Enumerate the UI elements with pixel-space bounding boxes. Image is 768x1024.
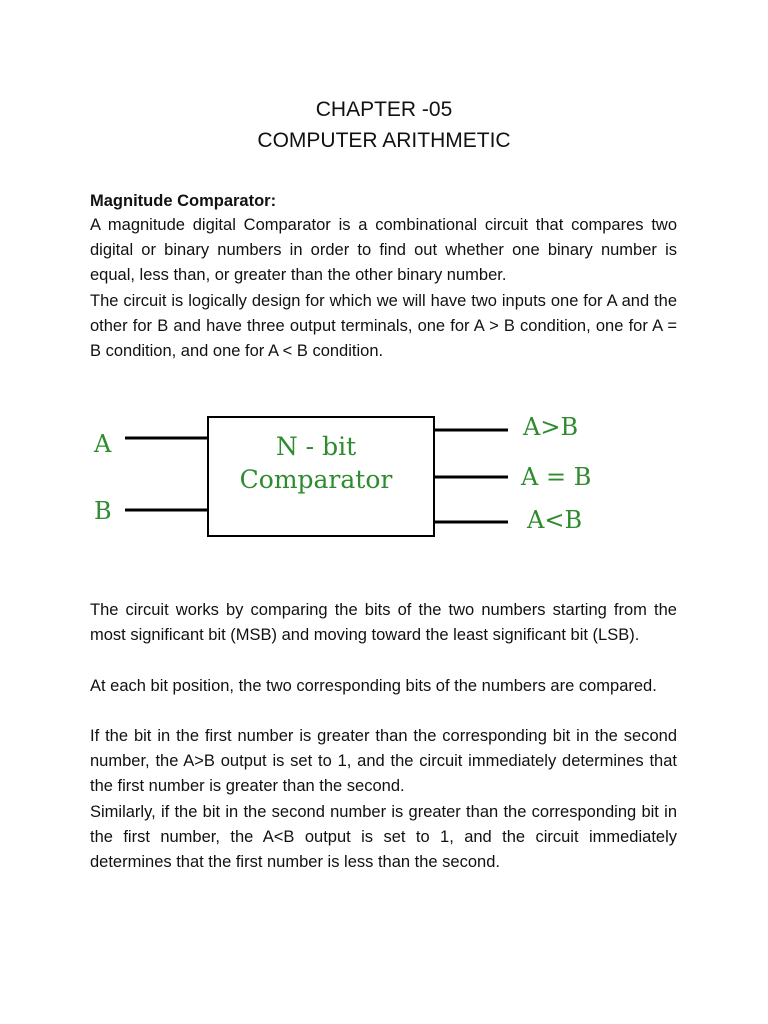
- output-gt-label: A>B: [523, 413, 579, 441]
- input-a-label: A: [94, 430, 112, 458]
- input-b-label: B: [94, 497, 112, 525]
- box-label-line1: N - bit: [275, 432, 357, 461]
- chapter-title: COMPUTER ARITHMETIC: [257, 129, 511, 152]
- intro-paragraph-1: A magnitude digital Comparator is a combinational circuit that compares two digital or binary numbers in order to find out whether one binary number is equal, less than, or greater than the other binary number.: [90, 216, 677, 285]
- body-paragraph-1: The circuit works by comparing the bits of the two numbers starting from the most significant bit (MSB) and moving toward the least significant bit (LSB).: [90, 601, 677, 645]
- body-paragraph-3: If the bit in the first number is greater than the corresponding bit in the second number, the A>B output is set to 1, and the circuit immediately determines that the first number is greater than the second.: [90, 727, 677, 796]
- chapter-number: CHAPTER -05: [315, 98, 453, 121]
- output-eq-label: A = B: [521, 463, 592, 491]
- intro-paragraph-2: The circuit is logically design for which we will have two inputs one for A and the other for B and have three output terminals, one for A > B condition, one for A = B condition, and one for A < B condition.: [90, 292, 677, 361]
- comparator-diagram: [80, 400, 620, 550]
- body-paragraph-2: At each bit position, the two corresponding bits of the numbers are compared.: [90, 677, 657, 695]
- box-label-line2: Comparator: [239, 465, 393, 494]
- section-heading: Magnitude Comparator:: [90, 192, 277, 210]
- output-lt-label: A<B: [527, 506, 583, 534]
- body-paragraph-4: Similarly, if the bit in the second number is greater than the corresponding bit in the first number, the A<B output is set to 1, and the circuit immediately determines that the first number is less than the second.: [90, 803, 677, 872]
